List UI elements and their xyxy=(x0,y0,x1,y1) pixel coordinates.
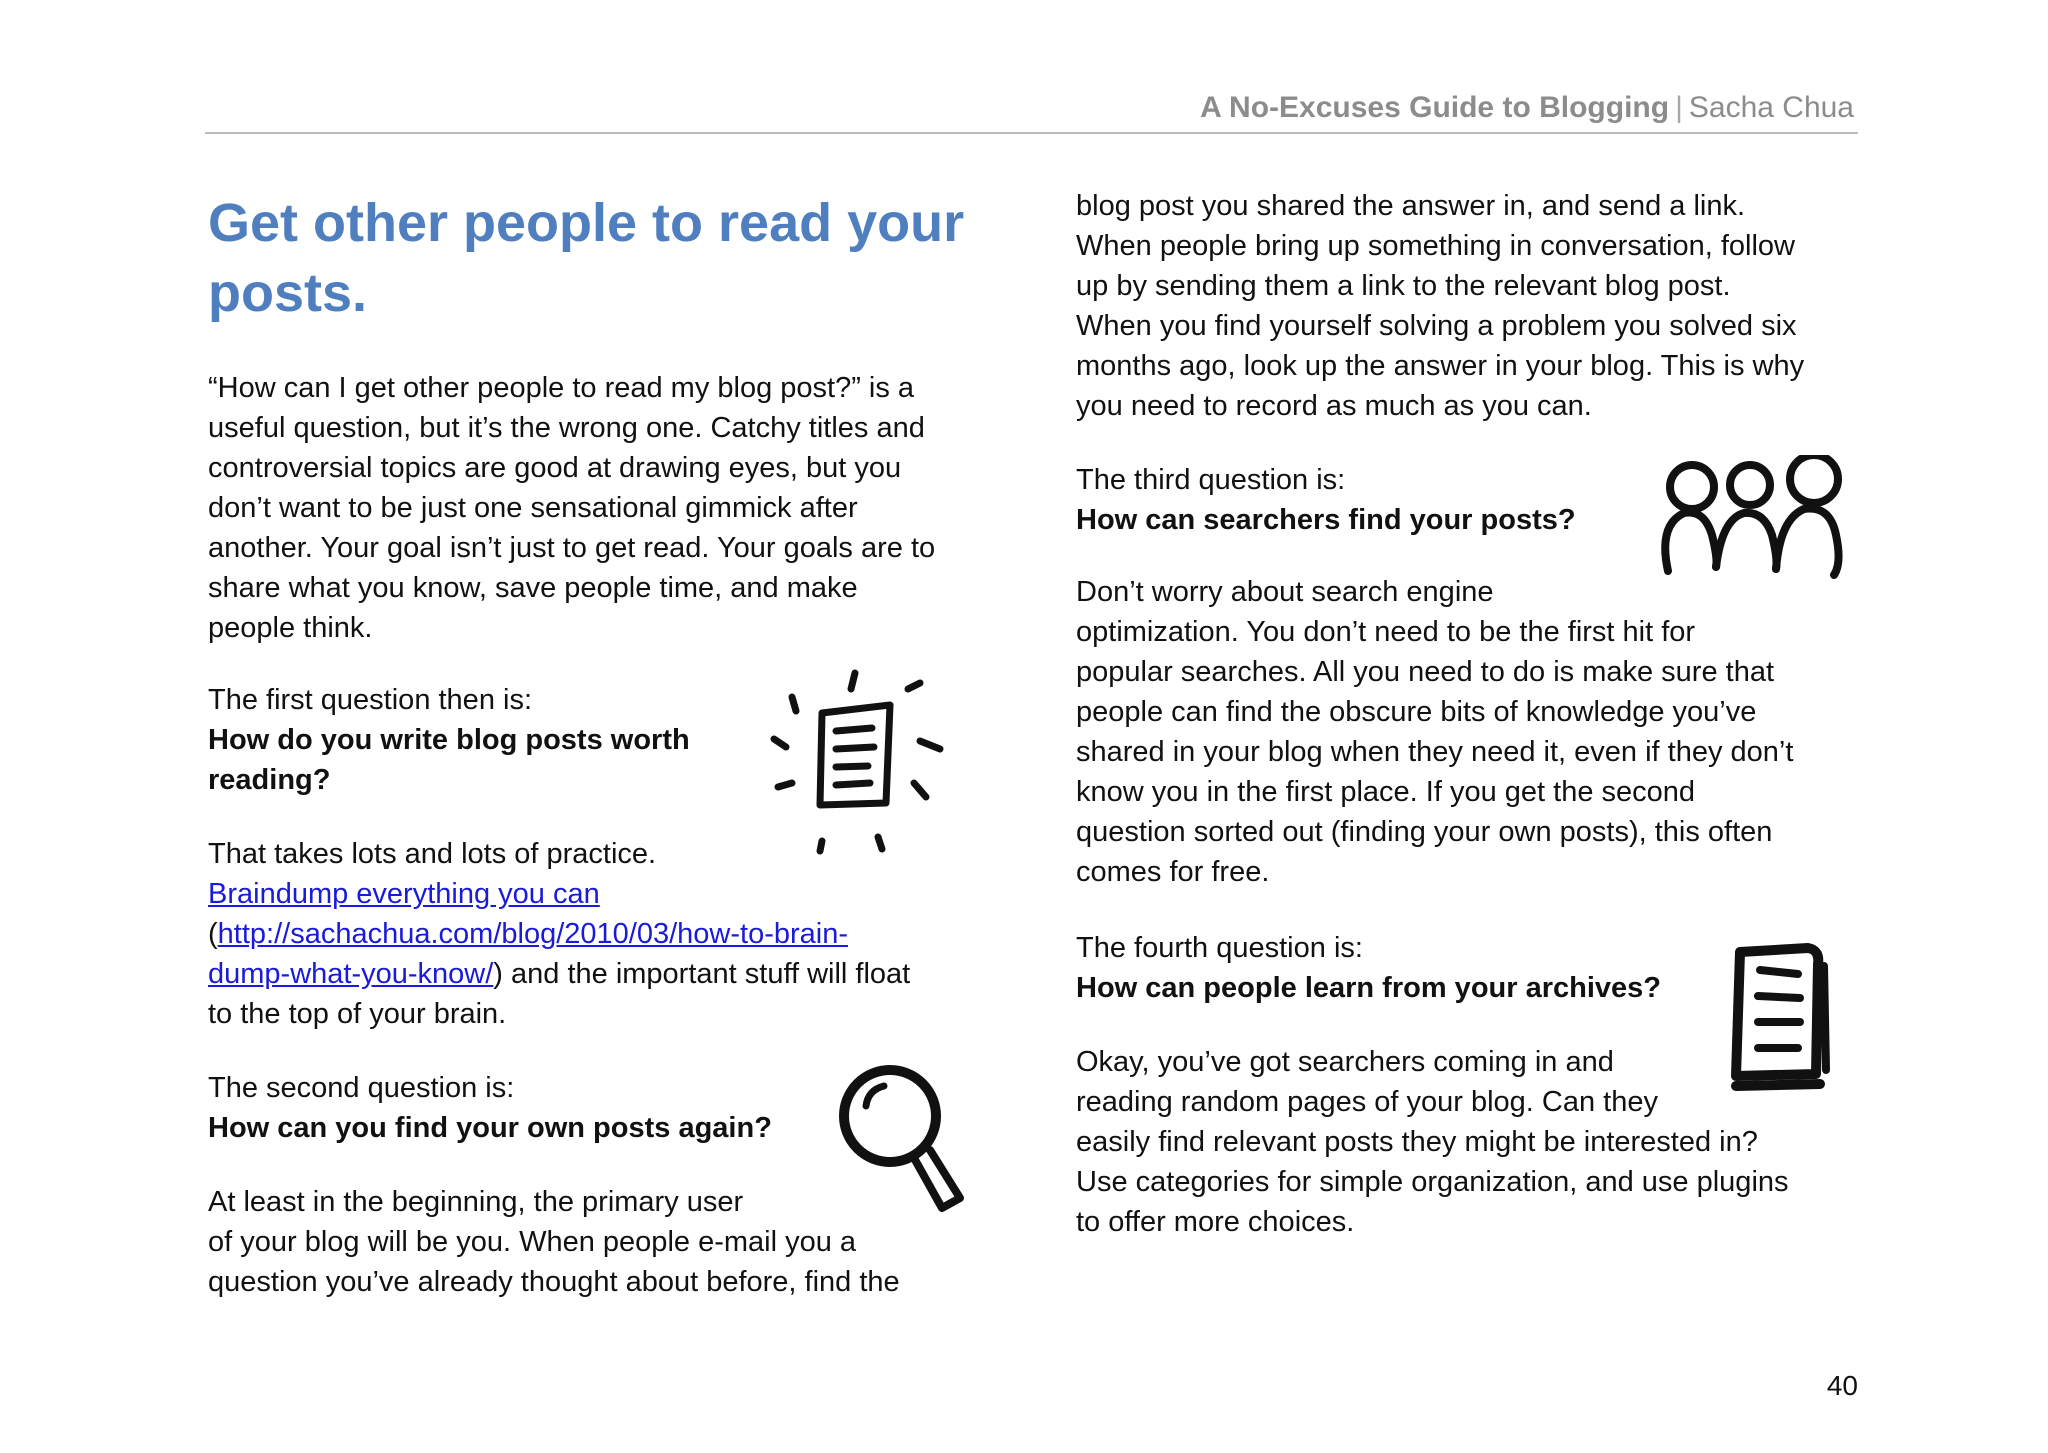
url-line xyxy=(208,914,1008,954)
after-url-text: ) and the important stuff will float xyxy=(493,958,911,990)
question-two-lead: The second question is: xyxy=(208,1072,515,1104)
open-paren: ( xyxy=(208,918,218,950)
body-line: to offer more choices. xyxy=(1076,1206,1355,1238)
body-line: comes for free. xyxy=(1076,856,1270,888)
question-four xyxy=(1076,928,1736,1008)
question-four-text: How can people learn from your archives? xyxy=(1076,972,1661,1004)
question-three xyxy=(1076,460,1636,540)
body-line: At least in the beginning, the primary user xyxy=(208,1186,744,1218)
body-line: question sorted out (finding your own posts), this often xyxy=(1076,816,1773,848)
braindump-url-link[interactable]: http://sachachua.com/blog/2010/03/how-to-brain- xyxy=(217,918,848,950)
body-line: blog post you shared the answer in, and send a link. xyxy=(1076,190,1746,222)
header-book-title: A No-Excuses Guide to Blogging xyxy=(1200,91,1670,124)
intro-line: share what you know, save people time, and make xyxy=(208,572,858,604)
after-url-line: to the top of your brain. xyxy=(208,998,507,1030)
body-line: months ago, look up the answer in your blog. This is why xyxy=(1076,350,1805,382)
question-three-lead: The third question is: xyxy=(1076,464,1346,496)
continued-paragraph xyxy=(1076,186,1876,426)
body-line: people can find the obscure bits of knowledge you’ve xyxy=(1076,696,1757,728)
question-three-text: How can searchers find your posts? xyxy=(1076,504,1576,536)
braindump-url-link-cont[interactable]: dump-what-you-know/ xyxy=(208,958,494,990)
header-text xyxy=(1200,90,1854,126)
header-author: Sacha Chua xyxy=(1688,91,1854,124)
page-title: Get other people to read your posts. xyxy=(208,193,965,323)
practice-line: That takes lots and lots of practice. xyxy=(208,838,657,870)
body-line: optimization. You don’t need to be the first hit for xyxy=(1076,616,1696,648)
body-line: you need to record as much as you can. xyxy=(1076,390,1592,422)
people-icon xyxy=(1652,455,1852,585)
archive-book-icon xyxy=(1716,940,1846,1100)
page-number: 40 xyxy=(1826,1370,1858,1401)
body-line: of your blog will be you. When people e-mail you a xyxy=(208,1226,857,1258)
question-one-text: reading? xyxy=(208,764,331,796)
body-line: know you in the first place. If you get the second xyxy=(1076,776,1696,808)
body-line: When people bring up something in conversation, follow xyxy=(1076,230,1795,262)
intro-line: controversial topics are good at drawing eyes, but you xyxy=(208,452,902,484)
body-line: reading random pages of your blog. Can they xyxy=(1076,1086,1658,1118)
braindump-line xyxy=(208,874,1008,914)
intro-line: don’t want to be just one sensational gimmick after xyxy=(208,492,858,524)
body-line: shared in your blog when they need it, even if they don’t xyxy=(1076,736,1794,768)
idea-note-icon xyxy=(760,655,960,865)
intro-line: “How can I get other people to read my blog post?” is a xyxy=(208,372,915,404)
question-two xyxy=(208,1068,868,1148)
intro-line: people think. xyxy=(208,612,373,644)
body-line: popular searches. All you need to do is make sure that xyxy=(1076,656,1775,688)
question-two-text: How can you find your own posts again? xyxy=(208,1112,772,1144)
braindump-link[interactable]: Braindump everything you can xyxy=(208,878,600,910)
question-one-text: How do you write blog posts worth xyxy=(208,724,690,756)
intro-paragraph xyxy=(208,368,1008,648)
body-line: question you’ve already thought about before, find the xyxy=(208,1266,900,1298)
body-line: up by sending them a link to the relevant blog post. xyxy=(1076,270,1731,302)
body-line: When you find yourself solving a problem you solved six xyxy=(1076,310,1797,342)
question-one xyxy=(208,680,768,800)
question-four-lead: The fourth question is: xyxy=(1076,932,1363,964)
body-line: Okay, you’ve got searchers coming in and xyxy=(1076,1046,1614,1078)
magnifier-icon xyxy=(830,1060,970,1220)
body-line: Use categories for simple organization, and use plugins xyxy=(1076,1166,1789,1198)
body-line: easily find relevant posts they might be interested in? xyxy=(1076,1126,1758,1158)
question-one-lead: The first question then is: xyxy=(208,684,532,716)
question-three-body xyxy=(1076,572,1876,892)
url-line xyxy=(208,954,1008,994)
header-separator: | xyxy=(1675,91,1683,124)
running-header xyxy=(205,88,1858,134)
intro-line: another. Your goal isn’t just to get read. Your goals are to xyxy=(208,532,936,564)
intro-line: useful question, but it’s the wrong one. Catchy titles and xyxy=(208,412,925,444)
body-line: Don’t worry about search engine xyxy=(1076,576,1494,608)
